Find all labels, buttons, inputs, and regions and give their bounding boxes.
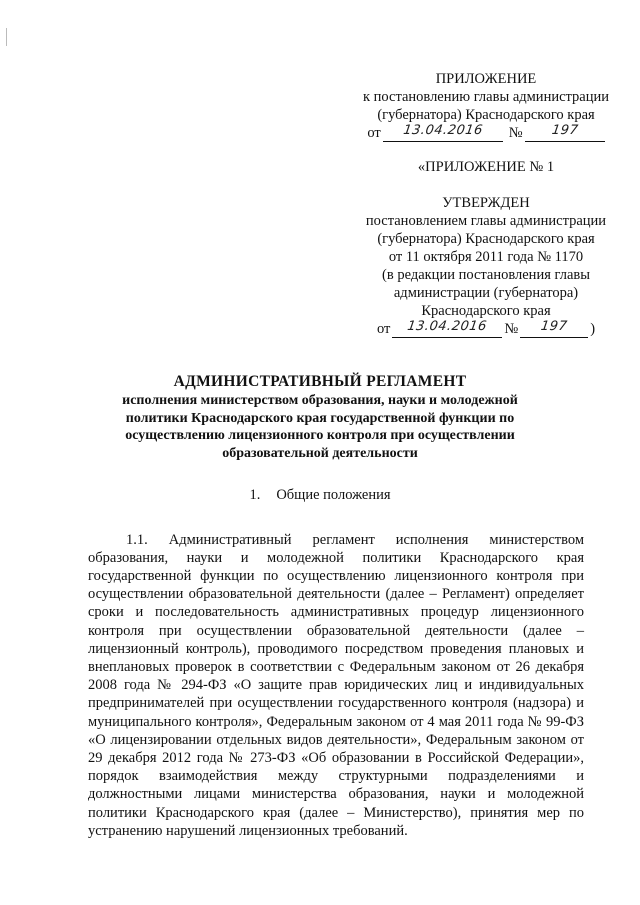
- approval-line: (губернатора) Краснодарского края: [377, 231, 595, 247]
- regulation-subtitle-line: исполнения министерством образования, науки и молодежной: [122, 393, 518, 408]
- section-number: 1.: [249, 487, 261, 503]
- from-label: от: [376, 321, 391, 337]
- number-label: №: [504, 321, 519, 337]
- number-field: [525, 123, 605, 142]
- number-field: [520, 319, 588, 338]
- appendix-number: «ПРИЛОЖЕНИЕ № 1: [417, 159, 555, 175]
- from-label: от: [367, 125, 381, 141]
- approval-date-number-line: [350, 320, 622, 338]
- paragraph-1-1: 1.1. Административный регламент исполнения министерством образования, науки и молодежной политики Краснодарского края государственной функции по осуществлению лицензионного контроля при осуществлении образовательной деятельности (далее – Регламент) определяет сроки и последовательность административных процедур лицензионного контроля при осуществлении образовательной деятельности (далее – лицензионный контроль), проводимого посредством проведения плановых и внеплановых проверок в соответствии с Федеральным законом от 26 декабря 2008 года № 294-ФЗ «О защите прав юридических лиц и индивидуальных предпринимателей при осуществлении государственного контроля (надзора) и муниципального контроля», Федеральным законом от 4 мая 2011 года № 99-ФЗ «О лицензировании отдельных видов деятельности», Федеральным законом от 29 декабря 2012 года № 273-ФЗ «Об образовании в Российской Федерации», порядок взаимодействия между структурными подразделениями и должностными лицами министерства образования, науки и молодежной политики Краснодарского края (далее – Министерство), принятия мер по устранению нарушений лицензионных требований.: [88, 531, 584, 839]
- appendix-title: ПРИЛОЖЕНИЕ: [435, 71, 537, 87]
- appendix-header: [350, 70, 622, 142]
- appendix-date-number-line: [350, 124, 622, 142]
- closing-paren: ): [590, 321, 596, 337]
- handwritten-date: 13.04.2016: [406, 319, 489, 334]
- handwritten-number: 197: [540, 319, 569, 334]
- date-field: [383, 123, 503, 142]
- date-field: [392, 319, 502, 338]
- regulation-heading: АДМИНИСТРАТИВНЫЙ РЕГЛАМЕНТ: [173, 373, 467, 390]
- regulation-subtitle-line: образовательной деятельности: [222, 445, 418, 461]
- regulation-subtitle-line: осуществлению лицензионного контроля при осуществлении: [125, 428, 515, 443]
- appendix-line: к постановлению главы администрации: [362, 89, 610, 105]
- scan-edge-mark: [6, 28, 7, 46]
- regulation-title: [100, 372, 540, 462]
- approval-block: [350, 158, 622, 338]
- regulation-subtitle-line: политики Краснодарского края государственной функции по: [125, 410, 515, 426]
- section-title: Общие положения: [276, 487, 391, 503]
- approval-line: постановлением главы администрации: [365, 213, 607, 229]
- approval-line: Краснодарского края: [421, 303, 551, 319]
- approval-line: администрации (губернатора): [393, 285, 579, 301]
- section-heading: [0, 486, 640, 504]
- handwritten-date: 13.04.2016: [402, 123, 484, 138]
- handwritten-number: 197: [550, 123, 579, 138]
- approval-line: (в редакции постановления главы: [382, 267, 590, 283]
- approval-line: от 11 октября 2011 года № 1170: [388, 249, 584, 265]
- approved-word: УТВЕРЖДЕН: [442, 195, 530, 211]
- number-label: №: [508, 125, 523, 141]
- appendix-line: (губернатора) Краснодарского края: [377, 107, 595, 123]
